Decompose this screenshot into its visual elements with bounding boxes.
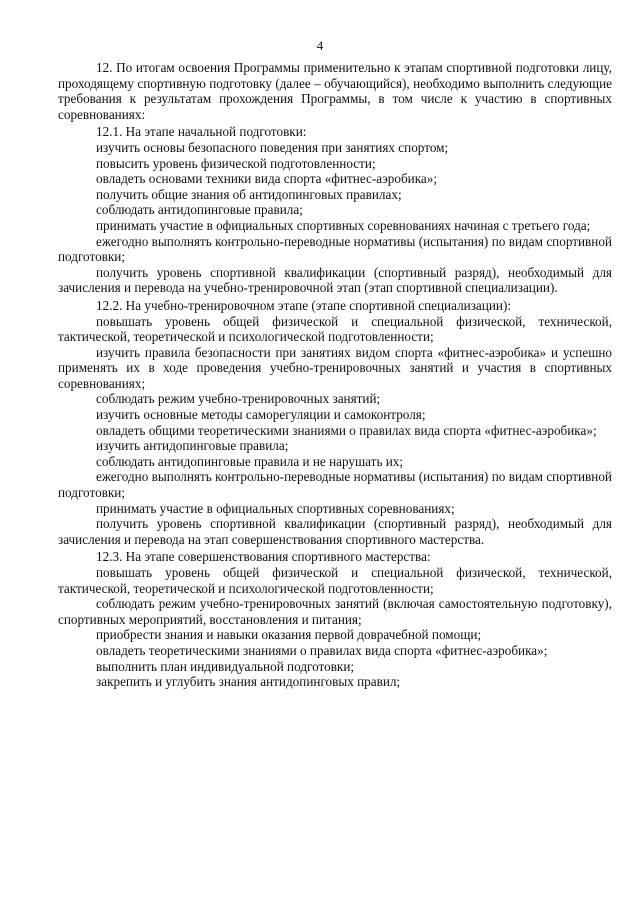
section-12-3 xyxy=(58,549,612,689)
list-item: соблюдать антидопинговые правила и не нарушать их; xyxy=(96,453,404,469)
list-item: изучить правила безопасности при занятиях видом спорта «фитнес-аэробика» и успешно применять их в ходе проведения учебно-тренировочных занятий и участия в спортивных соревнованиях; xyxy=(58,344,612,391)
list-item: овладеть общими теоретическими знаниями о правилах вида спорта «фитнес-аэробика»; xyxy=(96,422,597,438)
list-item: повысить уровень физической подготовленности; xyxy=(96,155,376,171)
section-heading: 12.1. На этапе начальной подготовки: xyxy=(96,124,307,140)
document-body xyxy=(58,60,612,690)
list-item: закрепить и углубить знания антидопинговых правил; xyxy=(96,674,401,690)
list-item: ежегодно выполнять контрольно-переводные нормативы (испытания) по видам спортивной подготовки; xyxy=(58,469,612,501)
page-number: 4 xyxy=(316,38,324,53)
list-item: принимать участие в официальных спортивных соревнованиях начиная с третьего года; xyxy=(96,217,591,233)
list-item: овладеть теоретическими знаниями о правилах вида спорта «фитнес-аэробика»; xyxy=(96,642,548,658)
list-item: соблюдать режим учебно-тренировочных занятий (включая самостоятельную подготовку), спортивных мероприятий, восстановления и питания; xyxy=(58,596,612,627)
section-12-1 xyxy=(58,124,612,296)
list-item: изучить антидопинговые правила; xyxy=(96,438,289,454)
section-heading: 12.2. На учебно-тренировочном этапе (этапе спортивной специализации): xyxy=(96,297,511,313)
intro-paragraph: 12. По итогам освоения Программы применительно к этапам спортивной подготовки лицу, проходящему спортивную подготовку (далее – обучающийся), необходимо выполнить следующие требования к результатам прохождения Программы, в том числе к участию в спортивных соревнованиях: xyxy=(58,60,612,122)
list-item: повышать уровень общей физической и специальной физической, технической, тактической, теоретической и психологической подготовленности; xyxy=(58,565,612,596)
list-item: соблюдать антидопинговые правила; xyxy=(96,202,303,218)
list-item: получить общие знания об антидопинговых правилах; xyxy=(96,186,402,202)
list-item: изучить основные методы саморегуляции и самоконтроля; xyxy=(96,407,426,423)
list-item: выполнить план индивидуальной подготовки; xyxy=(96,658,355,674)
section-12-2 xyxy=(58,298,612,548)
list-item: изучить основы безопасного поведения при занятиях спортом; xyxy=(96,139,449,155)
list-item: ежегодно выполнять контрольно-переводные нормативы (испытания) по видам спортивной подготовки; xyxy=(58,233,612,265)
list-item: повышать уровень общей физической и специальной физической, технической, тактической, теоретической и психологической подготовленности; xyxy=(58,313,612,345)
list-item: получить уровень спортивной квалификации (спортивный разряд), необходимый для зачисления и перевода на этап совершенствования спортивного мастерства. xyxy=(58,516,612,547)
list-item: соблюдать режим учебно-тренировочных занятий; xyxy=(96,391,381,407)
list-item: получить уровень спортивной квалификации (спортивный разряд), необходимый для зачисления и перевода на учебно-тренировочной этап (этап спортивной специализации). xyxy=(58,264,612,296)
list-item: принимать участие в официальных спортивных соревнованиях; xyxy=(96,500,455,516)
section-heading: 12.3. На этапе совершенствования спортивного мастерства: xyxy=(96,549,431,565)
list-item: приобрести знания и навыки оказания первой доврачебной помощи; xyxy=(96,627,482,643)
list-item: овладеть основами техники вида спорта «фитнес-аэробика»; xyxy=(96,171,438,187)
